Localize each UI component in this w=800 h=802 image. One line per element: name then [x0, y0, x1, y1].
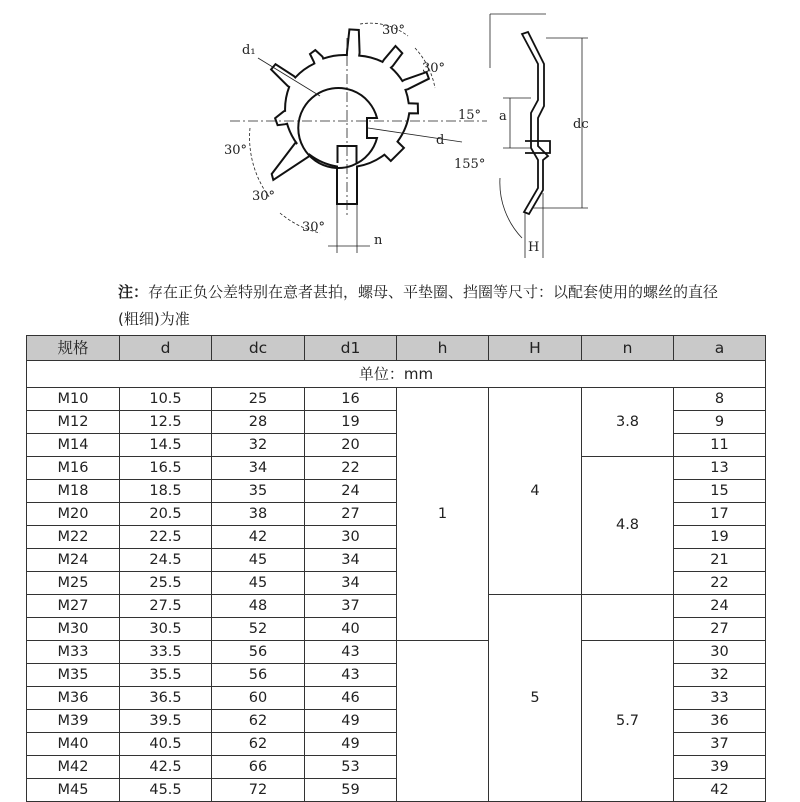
cell-dc: 42 — [212, 526, 305, 549]
cell-spec: M33 — [27, 641, 120, 664]
header-cell: h — [397, 336, 489, 361]
side-view-dimension-lines — [490, 14, 588, 258]
spec-table — [26, 335, 766, 802]
cell-d1: 43 — [305, 641, 397, 664]
cell-d: 40.5 — [120, 733, 212, 756]
cell-d: 27.5 — [120, 595, 212, 618]
header-cell: dc — [212, 336, 305, 361]
cell-spec: M16 — [27, 457, 120, 480]
cell-dc: 62 — [212, 710, 305, 733]
cell-d: 24.5 — [120, 549, 212, 572]
cell-H-merged-5: 5 — [489, 595, 582, 802]
cell-a: 13 — [674, 457, 766, 480]
cell-a: 17 — [674, 503, 766, 526]
cell-n-empty — [582, 595, 674, 641]
washer-side-view — [522, 32, 550, 214]
label-d1: d₁ — [242, 43, 256, 58]
cell-d1: 59 — [305, 779, 397, 802]
cell-d1: 19 — [305, 411, 397, 434]
cell-dc: 56 — [212, 641, 305, 664]
cell-spec: M40 — [27, 733, 120, 756]
cell-h-empty — [397, 641, 489, 802]
cell-dc: 56 — [212, 664, 305, 687]
cell-spec: M25 — [27, 572, 120, 595]
cell-a: 39 — [674, 756, 766, 779]
label-angle-30-bottom: 30° — [302, 220, 326, 235]
cell-dc: 45 — [212, 572, 305, 595]
cell-dc: 52 — [212, 618, 305, 641]
label-angle-30-left: 30° — [224, 143, 248, 158]
cell-spec: M14 — [27, 434, 120, 457]
cell-a: 9 — [674, 411, 766, 434]
cell-d: 10.5 — [120, 388, 212, 411]
cell-d: 35.5 — [120, 664, 212, 687]
cell-d1: 37 — [305, 595, 397, 618]
angle-arc-155 — [500, 178, 522, 238]
cell-a: 15 — [674, 480, 766, 503]
note-paragraph — [118, 279, 738, 333]
cell-d: 39.5 — [120, 710, 212, 733]
cell-d1: 22 — [305, 457, 397, 480]
cell-d1: 49 — [305, 733, 397, 756]
washer-outline — [271, 29, 429, 204]
cell-spec: M35 — [27, 664, 120, 687]
cell-dc: 66 — [212, 756, 305, 779]
cell-dc: 32 — [212, 434, 305, 457]
label-angle-30-upper-right: 30° — [422, 61, 446, 76]
cell-a: 30 — [674, 641, 766, 664]
note-label: 注： — [118, 283, 149, 301]
cell-d1: 16 — [305, 388, 397, 411]
table-row — [27, 641, 766, 664]
cell-a: 24 — [674, 595, 766, 618]
cell-a: 21 — [674, 549, 766, 572]
note-text: 存在正负公差特别在意者甚拍，螺母、平垫圈、挡圈等尺寸：以配套使用的螺丝的直径(粗细)为准 — [118, 283, 719, 328]
table-header-row — [27, 336, 766, 361]
cell-dc: 62 — [212, 733, 305, 756]
cell-d: 14.5 — [120, 434, 212, 457]
cell-d: 12.5 — [120, 411, 212, 434]
cell-dc: 34 — [212, 457, 305, 480]
cell-a: 32 — [674, 664, 766, 687]
cell-n-merged-4-8: 4.8 — [582, 457, 674, 595]
cell-d1: 46 — [305, 687, 397, 710]
cell-d1: 43 — [305, 664, 397, 687]
cell-d1: 24 — [305, 480, 397, 503]
label-dc: dc — [573, 117, 589, 132]
cell-a: 27 — [674, 618, 766, 641]
cell-dc: 35 — [212, 480, 305, 503]
header-cell: n — [582, 336, 674, 361]
cell-dc: 25 — [212, 388, 305, 411]
unit-cell: 单位：mm — [27, 361, 766, 388]
cell-a: 19 — [674, 526, 766, 549]
header-cell: d1 — [305, 336, 397, 361]
cell-d: 16.5 — [120, 457, 212, 480]
table-row — [27, 595, 766, 618]
cell-d1: 27 — [305, 503, 397, 526]
cell-dc: 38 — [212, 503, 305, 526]
cell-dc: 72 — [212, 779, 305, 802]
cell-a: 33 — [674, 687, 766, 710]
cell-H-merged-4: 4 — [489, 388, 582, 595]
label-angle-30-lower-left: 30° — [252, 189, 276, 204]
cell-a: 37 — [674, 733, 766, 756]
cell-spec: M24 — [27, 549, 120, 572]
cell-spec: M20 — [27, 503, 120, 526]
side-profile — [522, 32, 548, 214]
cell-spec: M10 — [27, 388, 120, 411]
table-row — [27, 388, 766, 411]
cell-d1: 53 — [305, 756, 397, 779]
cell-d: 42.5 — [120, 756, 212, 779]
label-a: a — [499, 109, 507, 124]
cell-n-merged-3-8: 3.8 — [582, 388, 674, 457]
cell-d1: 34 — [305, 549, 397, 572]
cell-d1: 20 — [305, 434, 397, 457]
cell-spec: M12 — [27, 411, 120, 434]
cell-spec: M27 — [27, 595, 120, 618]
unit-row — [27, 361, 766, 388]
cell-spec: M30 — [27, 618, 120, 641]
washer-drawing-svg — [210, 8, 610, 262]
washer-front-view — [271, 29, 429, 204]
cell-spec: M18 — [27, 480, 120, 503]
cell-d1: 34 — [305, 572, 397, 595]
cell-n-merged-5-7: 5.7 — [582, 641, 674, 802]
cell-a: 22 — [674, 572, 766, 595]
cell-d1: 49 — [305, 710, 397, 733]
label-n: n — [374, 233, 383, 248]
cell-spec: M36 — [27, 687, 120, 710]
table-row — [27, 457, 766, 480]
header-cell: H — [489, 336, 582, 361]
label-angle-15: 15° — [458, 108, 482, 123]
cell-d: 18.5 — [120, 480, 212, 503]
cell-d: 45.5 — [120, 779, 212, 802]
angle-arc-left — [250, 128, 270, 198]
cell-d: 36.5 — [120, 687, 212, 710]
label-d: d — [436, 133, 445, 148]
d-leader-line — [368, 128, 462, 142]
cell-d: 30.5 — [120, 618, 212, 641]
front-view-dimension-lines — [230, 23, 487, 253]
cell-d: 33.5 — [120, 641, 212, 664]
label-angle-30-top: 30° — [382, 23, 406, 38]
cell-d: 25.5 — [120, 572, 212, 595]
cell-spec: M45 — [27, 779, 120, 802]
cell-d: 20.5 — [120, 503, 212, 526]
washer-technical-drawing — [210, 8, 610, 262]
cell-d1: 40 — [305, 618, 397, 641]
cell-a: 36 — [674, 710, 766, 733]
cell-dc: 48 — [212, 595, 305, 618]
header-cell: a — [674, 336, 766, 361]
cell-dc: 45 — [212, 549, 305, 572]
label-angle-155: 155° — [454, 157, 486, 172]
cell-spec: M22 — [27, 526, 120, 549]
cell-h-merged: 1 — [397, 388, 489, 641]
cell-d: 22.5 — [120, 526, 212, 549]
cell-a: 42 — [674, 779, 766, 802]
cell-spec: M42 — [27, 756, 120, 779]
cell-dc: 28 — [212, 411, 305, 434]
label-H: H — [528, 240, 540, 255]
cell-a: 8 — [674, 388, 766, 411]
header-cell: d — [120, 336, 212, 361]
cell-spec: M39 — [27, 710, 120, 733]
cell-d1: 30 — [305, 526, 397, 549]
header-cell: 规格 — [27, 336, 120, 361]
cell-a: 11 — [674, 434, 766, 457]
cell-dc: 60 — [212, 687, 305, 710]
